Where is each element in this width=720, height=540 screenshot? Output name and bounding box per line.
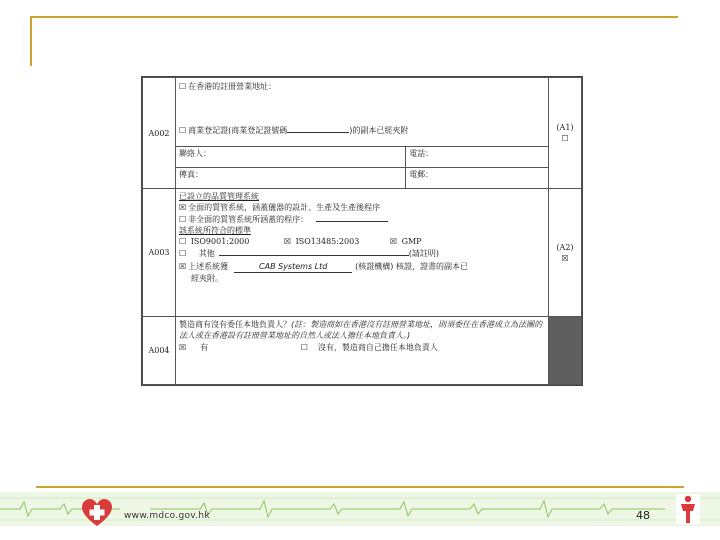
- local-rep-no-label: 沒有，製造商自己擔任本地負責人: [317, 343, 438, 352]
- fax-field[interactable]: [176, 168, 406, 188]
- br-label: 商業登記證(商業登記證號碼: [188, 126, 288, 135]
- local-rep-yes-checkbox[interactable]: ☒: [179, 343, 187, 352]
- certification-label-end: (核證機構) 核證，證書的副本已: [355, 262, 468, 271]
- certification-label-line2: 經夾附。: [191, 274, 223, 283]
- iso13485-label: ISO13485:2003: [295, 237, 360, 246]
- left-rule: [30, 16, 32, 66]
- form-document: [141, 76, 583, 386]
- ref-a1: [549, 78, 582, 189]
- local-rep-question: 製造商有沒有委任本地負責人？: [179, 320, 291, 329]
- other-standard-field[interactable]: [219, 247, 409, 256]
- full-qms-checkbox[interactable]: ☒: [179, 203, 187, 212]
- top-rule: [30, 16, 678, 18]
- section-code-a004: A004: [143, 317, 176, 385]
- full-qms-label: 全面的質管系統，涵蓋儀器的設計、生產及生產後程序: [188, 203, 381, 212]
- br-number-field[interactable]: [287, 124, 349, 133]
- contact-field[interactable]: [176, 147, 406, 168]
- local-rep-note: (註：製造商如在香港沒有註冊營業地址，則須委任在香港成立為法團的法人或在香港設有註冊營業地址的自然人或法人擔任本地負責人。): [179, 320, 543, 340]
- address-checkbox[interactable]: ☐: [179, 82, 187, 91]
- contact-label: 聯絡人：: [179, 149, 211, 158]
- email-label: 電郵：: [409, 170, 434, 180]
- gmp-label: GMP: [401, 237, 422, 246]
- phone-label: 電話：: [409, 149, 434, 158]
- ref-a2-label: (A2): [556, 242, 574, 252]
- other-standard-label: 其他: [198, 249, 215, 258]
- phone-field[interactable]: [406, 147, 548, 168]
- local-rep-yes-label: 有: [200, 343, 209, 352]
- mdco-heart-cross-icon: [80, 498, 114, 528]
- iso9001-checkbox[interactable]: ☐: [179, 237, 187, 246]
- certification-label: 上述系統獲: [188, 262, 229, 271]
- gmp-checkbox[interactable]: ☒: [389, 237, 398, 246]
- section-code-a002: A002: [143, 78, 176, 189]
- other-standard-note: (請註明): [408, 249, 439, 258]
- ref-a2-checkbox[interactable]: ☒: [561, 253, 569, 263]
- address-label: 在香港的註冊營業地址：: [188, 82, 277, 91]
- ref-a1-label: (A1): [556, 123, 574, 132]
- ref-a2: [549, 189, 582, 317]
- other-standard-checkbox[interactable]: ☐: [179, 249, 187, 258]
- qms-heading: 已設立的品質管理系統: [179, 192, 259, 201]
- iso13485-checkbox[interactable]: ☒: [283, 237, 292, 246]
- person-figure-icon: [676, 494, 700, 524]
- standards-heading: 該系統所符合的標準: [179, 226, 251, 235]
- br-checkbox[interactable]: ☐: [179, 126, 187, 135]
- page-number: 48: [636, 509, 650, 522]
- ref-a1-checkbox[interactable]: ☐: [561, 134, 569, 143]
- partial-qms-checkbox[interactable]: ☐: [179, 215, 187, 224]
- ref-a3-shaded: [549, 317, 582, 385]
- partial-qms-label: 非全面的質管系統所涵蓋的程序：: [188, 215, 309, 224]
- iso9001-label: ISO9001:2000: [190, 237, 250, 246]
- certification-body-field[interactable]: CAB Systems Ltd: [234, 261, 352, 273]
- partial-qms-field[interactable]: [316, 213, 388, 222]
- bottom-rule: [36, 486, 684, 488]
- email-field[interactable]: [406, 168, 548, 188]
- br-label-end: )的副本已經夾附: [349, 126, 409, 135]
- fax-label: 傳真：: [179, 170, 203, 180]
- footer-url[interactable]: www.mdco.gov.hk: [124, 511, 210, 521]
- local-rep-no-checkbox[interactable]: ☐: [300, 343, 308, 352]
- section-code-a003: A003: [143, 189, 176, 317]
- certification-checkbox[interactable]: ☒: [179, 262, 187, 271]
